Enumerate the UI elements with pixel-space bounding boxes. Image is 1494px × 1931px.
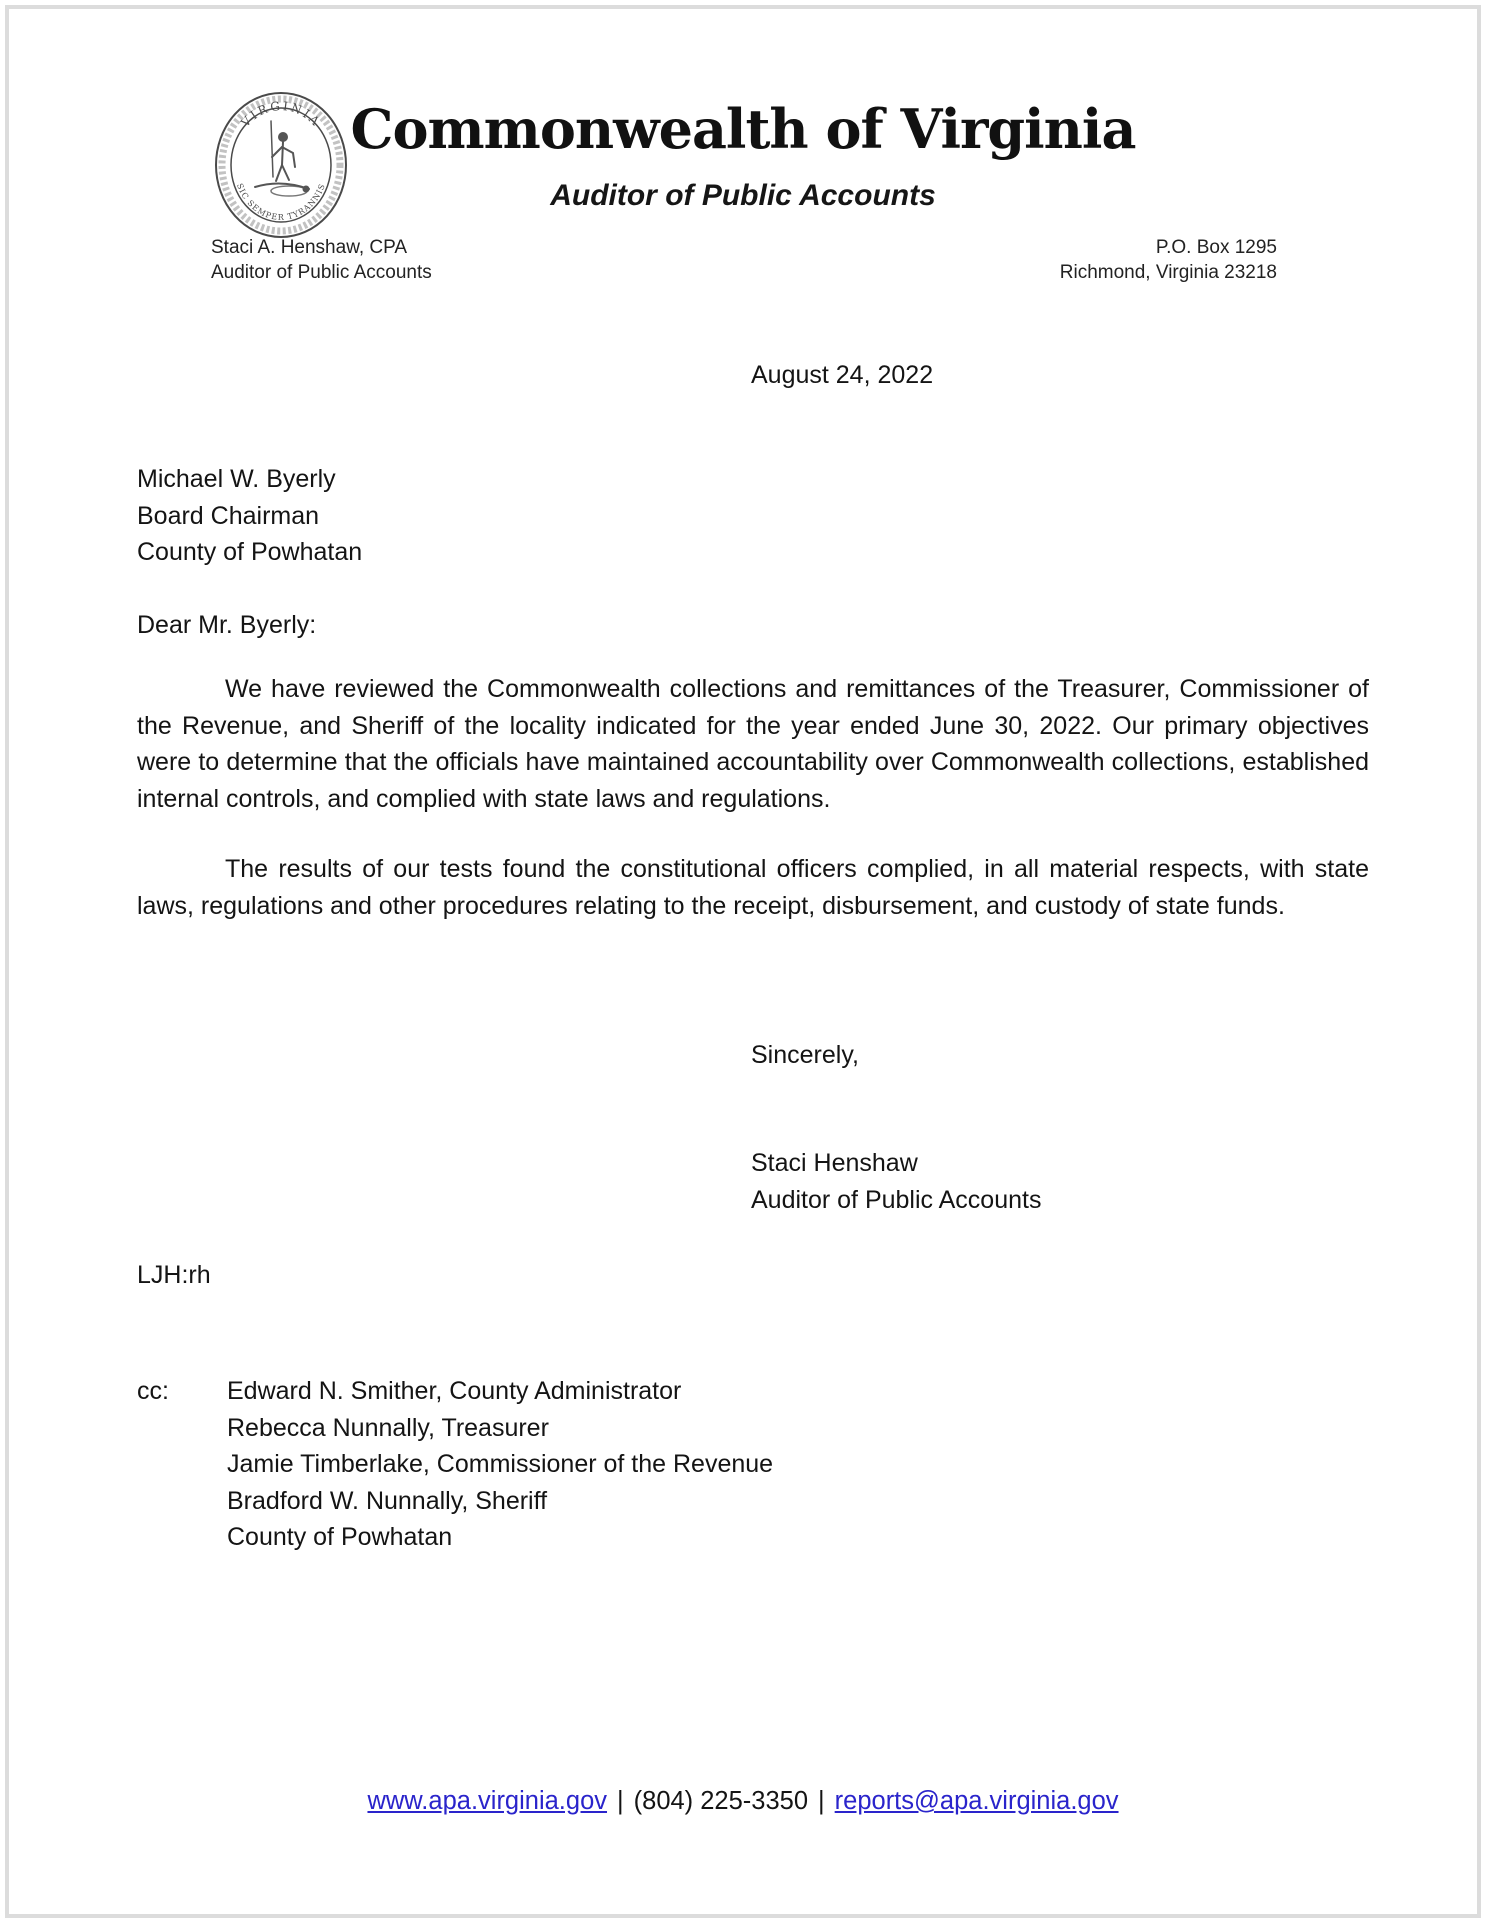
website-link[interactable]: www.apa.virginia.gov bbox=[367, 1787, 608, 1815]
letter-footer bbox=[9, 1787, 1477, 1816]
reference-initials: LJH:rh bbox=[137, 1261, 211, 1289]
paragraph-1: We have reviewed the Commonwealth collections and remittances of the Treasurer, Commissioner of the Revenue, and Sheriff of the locality indicated for the year ended June 30, 2022. Our primary objectives were to determine that the officials have maintained accountability over Commonwealth collections, established internal controls, and complied with state laws and regulations. bbox=[137, 675, 1369, 813]
paragraph-2: The results of our tests found the constitutional officers complied, in all material respects, with state laws, regulations and other procedures relating to the receipt, disbursement, and custody of state funds. bbox=[137, 855, 1369, 920]
cc-item: Edward N. Smither, County Administrator bbox=[227, 1377, 682, 1405]
cc-block bbox=[137, 1373, 773, 1556]
official-name: Staci A. Henshaw, CPA bbox=[211, 237, 408, 258]
cc-item: Rebecca Nunnally, Treasurer bbox=[227, 1413, 549, 1442]
footer-phone: (804) 225-3350 bbox=[633, 1787, 809, 1815]
cc-item: Bradford W. Nunnally, Sheriff bbox=[227, 1486, 548, 1515]
official-block bbox=[211, 235, 432, 285]
cc-list bbox=[227, 1373, 773, 1556]
signature-title: Auditor of Public Accounts bbox=[751, 1185, 1042, 1214]
recipient-locality: County of Powhatan bbox=[137, 538, 363, 566]
address-line-2: Richmond, Virginia 23218 bbox=[1059, 262, 1277, 283]
address-block bbox=[1060, 235, 1277, 285]
cc-item: County of Powhatan bbox=[227, 1523, 453, 1551]
salutation: Dear Mr. Byerly: bbox=[137, 611, 317, 639]
seal-bottom-text: SIC SEMPER TYRANNIS bbox=[234, 182, 328, 222]
email-link[interactable]: reports@apa.virginia.gov bbox=[834, 1787, 1119, 1815]
signature-block bbox=[751, 1145, 1041, 1218]
valediction: Sincerely, bbox=[751, 1041, 859, 1069]
official-title: Auditor of Public Accounts bbox=[211, 262, 432, 283]
letter-page bbox=[5, 5, 1481, 1918]
letterhead-subtitle: Auditor of Public Accounts bbox=[550, 179, 936, 212]
letterhead-title: Commonwealth of Virginia bbox=[350, 97, 1136, 161]
recipient-role: Board Chairman bbox=[137, 501, 320, 530]
recipient-name: Michael W. Byerly bbox=[137, 465, 336, 493]
footer-separator: | bbox=[617, 1787, 624, 1815]
cc-item: Jamie Timberlake, Commissioner of the Revenue bbox=[227, 1450, 774, 1478]
signature-name: Staci Henshaw bbox=[751, 1149, 918, 1177]
letter-date: August 24, 2022 bbox=[751, 361, 934, 389]
seal-top-text: VIRGINIA bbox=[238, 98, 324, 130]
recipient-block bbox=[137, 461, 362, 571]
footer-separator: | bbox=[818, 1787, 825, 1815]
cc-label: cc: bbox=[137, 1377, 169, 1405]
address-line-1: P.O. Box 1295 bbox=[1155, 237, 1277, 258]
